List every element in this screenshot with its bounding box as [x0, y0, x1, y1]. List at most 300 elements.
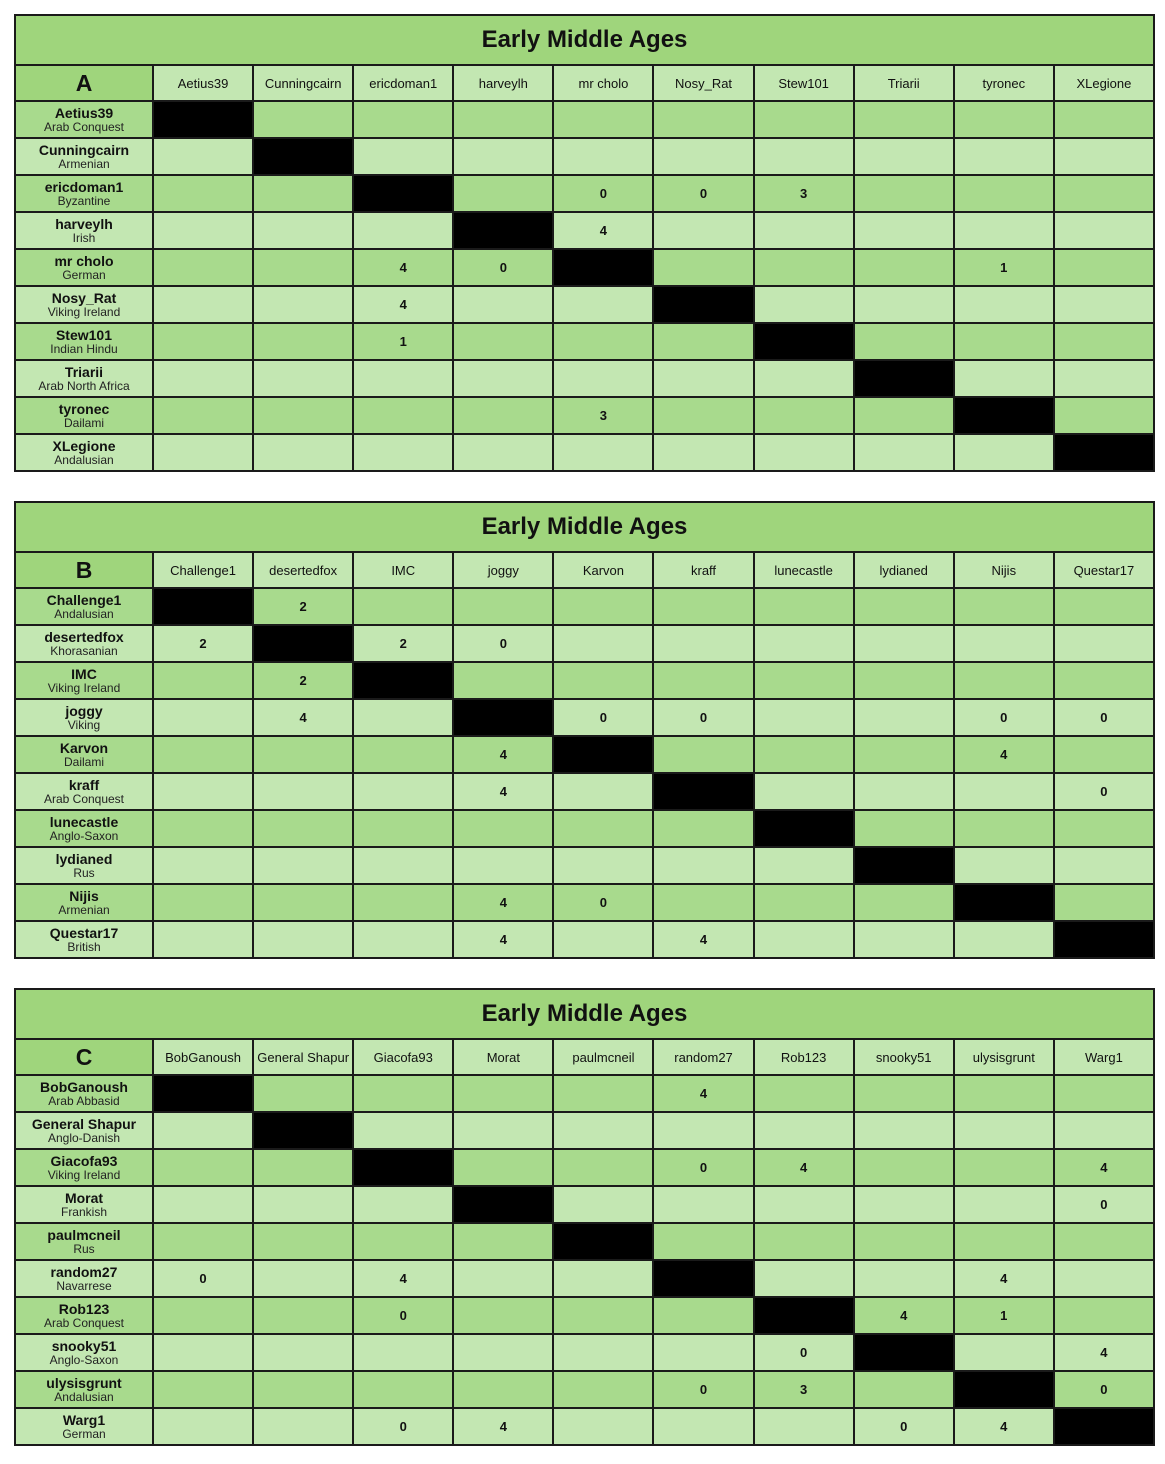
- score-cell: [1054, 212, 1154, 249]
- diagonal-blank-cell: [1054, 434, 1154, 471]
- score-cell: [153, 699, 253, 736]
- score-cell: [653, 1297, 753, 1334]
- column-header-player: IMC: [353, 552, 453, 588]
- table-row: [15, 1260, 1154, 1297]
- column-header-player: random27: [653, 1039, 753, 1075]
- player-name: random27: [50, 1263, 118, 1280]
- score-cell: [854, 810, 954, 847]
- player-civilization: Dailami: [63, 754, 104, 769]
- score-cell: 4: [253, 699, 353, 736]
- row-header-player: [15, 323, 153, 360]
- column-header-player: kraff: [653, 552, 753, 588]
- score-cell: [854, 773, 954, 810]
- score-cell: [353, 1334, 453, 1371]
- player-civilization: Navarrese: [56, 1278, 112, 1293]
- player-civilization: Irish: [72, 230, 96, 245]
- score-cell: [1054, 810, 1154, 847]
- score-cell: [353, 1186, 453, 1223]
- score-cell: [954, 1223, 1054, 1260]
- score-cell: [153, 212, 253, 249]
- diagonal-blank-cell: [153, 101, 253, 138]
- score-cell: [153, 1408, 253, 1445]
- score-cell: [553, 360, 653, 397]
- diagonal-blank-cell: [653, 773, 753, 810]
- player-civilization: Andalusian: [54, 452, 114, 467]
- score-cell: [353, 1223, 453, 1260]
- player-name: mr cholo: [54, 252, 114, 269]
- score-cell: [854, 212, 954, 249]
- score-cell: 3: [553, 397, 653, 434]
- score-cell: [754, 138, 854, 175]
- score-cell: 0: [653, 1371, 753, 1408]
- score-cell: [353, 101, 453, 138]
- score-cell: [453, 286, 553, 323]
- score-cell: [653, 434, 753, 471]
- player-name: XLegione: [52, 437, 116, 454]
- diagonal-blank-cell: [253, 138, 353, 175]
- score-cell: [153, 175, 253, 212]
- table-row: [15, 1371, 1154, 1408]
- table-title: Early Middle Ages: [15, 15, 1154, 65]
- player-civilization: Rus: [73, 1241, 95, 1256]
- score-cell: [1054, 662, 1154, 699]
- score-cell: 0: [453, 625, 553, 662]
- score-cell: [754, 1186, 854, 1223]
- diagonal-blank-cell: [453, 1186, 553, 1223]
- score-cell: [1054, 286, 1154, 323]
- player-civilization: Armenian: [58, 902, 110, 917]
- score-cell: [253, 360, 353, 397]
- score-cell: [954, 1149, 1054, 1186]
- score-cell: [653, 1186, 753, 1223]
- score-cell: [954, 847, 1054, 884]
- score-cell: [153, 397, 253, 434]
- player-name: Questar17: [49, 924, 119, 941]
- score-cell: [1054, 1075, 1154, 1112]
- score-cell: [754, 101, 854, 138]
- player-name: ulysisgrunt: [46, 1374, 122, 1391]
- score-cell: [1054, 1112, 1154, 1149]
- score-cell: [954, 360, 1054, 397]
- score-cell: [954, 1075, 1054, 1112]
- score-cell: 0: [1054, 699, 1154, 736]
- score-cell: [153, 323, 253, 360]
- column-header-player: Nosy_Rat: [653, 65, 753, 101]
- diagonal-blank-cell: [954, 1371, 1054, 1408]
- table-row: [15, 101, 1154, 138]
- column-header-player: Nijis: [954, 552, 1054, 588]
- player-civilization: Andalusian: [54, 606, 114, 621]
- diagonal-blank-cell: [353, 175, 453, 212]
- score-cell: [553, 921, 653, 958]
- score-cell: [453, 1223, 553, 1260]
- score-cell: [553, 138, 653, 175]
- score-cell: [353, 138, 453, 175]
- column-header-player: harveylh: [453, 65, 553, 101]
- score-cell: [253, 1260, 353, 1297]
- player-civilization: German: [62, 267, 106, 282]
- score-cell: 2: [353, 625, 453, 662]
- score-cell: [553, 434, 653, 471]
- player-civilization: Byzantine: [57, 193, 111, 208]
- column-header-player: ericdoman1: [353, 65, 453, 101]
- row-header-player: [15, 360, 153, 397]
- player-civilization: British: [67, 939, 101, 954]
- score-cell: [453, 175, 553, 212]
- row-header-player: [15, 699, 153, 736]
- player-civilization: Viking Ireland: [47, 304, 121, 319]
- table-row: [15, 625, 1154, 662]
- table-row: [15, 588, 1154, 625]
- row-header-player: [15, 1408, 153, 1445]
- group-c-table-block: [14, 988, 1153, 1446]
- column-header-player: BobGanoush: [153, 1039, 253, 1075]
- score-cell: [954, 212, 1054, 249]
- score-cell: [754, 1112, 854, 1149]
- player-name: BobGanoush: [40, 1078, 128, 1095]
- score-cell: [854, 625, 954, 662]
- score-cell: [754, 773, 854, 810]
- score-cell: [854, 662, 954, 699]
- score-cell: [653, 138, 753, 175]
- score-cell: [553, 1334, 653, 1371]
- row-header-player: [15, 101, 153, 138]
- group-label: B: [15, 552, 153, 588]
- score-cell: [954, 662, 1054, 699]
- score-cell: [653, 1112, 753, 1149]
- score-cell: [854, 323, 954, 360]
- player-name: Giacofa93: [50, 1152, 118, 1169]
- score-cell: [653, 323, 753, 360]
- row-header-player: [15, 588, 153, 625]
- score-cell: 2: [253, 588, 353, 625]
- score-cell: 0: [553, 699, 653, 736]
- table-row: [15, 138, 1154, 175]
- player-name: tyronec: [58, 400, 110, 417]
- title-row: [15, 15, 1154, 65]
- score-cell: 2: [253, 662, 353, 699]
- player-name: Aetius39: [54, 104, 114, 121]
- score-cell: [854, 921, 954, 958]
- row-header-player: [15, 1334, 153, 1371]
- score-cell: 4: [453, 921, 553, 958]
- score-cell: [653, 360, 753, 397]
- score-cell: [453, 1260, 553, 1297]
- score-cell: [253, 1223, 353, 1260]
- score-cell: [153, 286, 253, 323]
- diagonal-blank-cell: [353, 662, 453, 699]
- column-header-player: paulmcneil: [553, 1039, 653, 1075]
- diagonal-blank-cell: [553, 249, 653, 286]
- row-header-player: [15, 286, 153, 323]
- title-row: [15, 989, 1154, 1039]
- score-cell: [1054, 101, 1154, 138]
- score-cell: [353, 810, 453, 847]
- score-cell: [854, 286, 954, 323]
- score-cell: [754, 1408, 854, 1445]
- row-header-player: [15, 736, 153, 773]
- player-civilization: Frankish: [60, 1204, 107, 1219]
- table-row: [15, 212, 1154, 249]
- player-name: Challenge1: [46, 591, 122, 608]
- score-cell: [854, 1371, 954, 1408]
- score-cell: [153, 773, 253, 810]
- score-cell: [253, 1186, 353, 1223]
- diagonal-blank-cell: [754, 1297, 854, 1334]
- score-cell: [153, 884, 253, 921]
- table-row: [15, 360, 1154, 397]
- score-cell: [1054, 323, 1154, 360]
- diagonal-blank-cell: [1054, 1408, 1154, 1445]
- score-cell: [253, 323, 353, 360]
- score-cell: 0: [854, 1408, 954, 1445]
- score-cell: [1054, 884, 1154, 921]
- title-row: [15, 502, 1154, 552]
- score-cell: [1054, 625, 1154, 662]
- score-cell: [453, 1149, 553, 1186]
- score-cell: [754, 884, 854, 921]
- player-civilization: Khorasanian: [50, 643, 118, 658]
- player-civilization: Viking Ireland: [47, 1167, 121, 1182]
- score-cell: 0: [653, 699, 753, 736]
- crosstable: [14, 14, 1155, 472]
- row-header-player: [15, 1297, 153, 1334]
- score-cell: [754, 736, 854, 773]
- table-row: [15, 884, 1154, 921]
- table-row: [15, 1075, 1154, 1112]
- player-name: Morat: [64, 1189, 104, 1206]
- column-header-player: General Shapur: [253, 1039, 353, 1075]
- table-row: [15, 1334, 1154, 1371]
- row-header-player: [15, 175, 153, 212]
- score-cell: [754, 1075, 854, 1112]
- score-cell: [453, 1112, 553, 1149]
- score-cell: [653, 588, 753, 625]
- score-cell: [754, 921, 854, 958]
- table-row: [15, 699, 1154, 736]
- score-cell: 0: [1054, 1186, 1154, 1223]
- score-cell: [854, 249, 954, 286]
- score-cell: [954, 1186, 1054, 1223]
- player-name: Nosy_Rat: [51, 289, 117, 306]
- score-cell: [1054, 138, 1154, 175]
- player-civilization: Anglo-Saxon: [49, 828, 119, 843]
- score-cell: [653, 625, 753, 662]
- score-cell: [253, 434, 353, 471]
- score-cell: [553, 773, 653, 810]
- table-row: [15, 921, 1154, 958]
- score-cell: [253, 847, 353, 884]
- score-cell: [453, 323, 553, 360]
- score-cell: [954, 625, 1054, 662]
- score-cell: [854, 1223, 954, 1260]
- table-title: Early Middle Ages: [15, 989, 1154, 1039]
- score-cell: [754, 212, 854, 249]
- score-cell: [453, 434, 553, 471]
- score-cell: [754, 847, 854, 884]
- score-cell: [453, 1297, 553, 1334]
- score-cell: 0: [353, 1408, 453, 1445]
- group-label: C: [15, 1039, 153, 1075]
- player-name: Triarii: [64, 363, 104, 380]
- column-header-player: Karvon: [553, 552, 653, 588]
- score-cell: [954, 1112, 1054, 1149]
- player-name: lunecastle: [49, 813, 119, 830]
- score-cell: [353, 434, 453, 471]
- score-cell: [353, 1112, 453, 1149]
- diagonal-blank-cell: [754, 323, 854, 360]
- score-cell: 3: [754, 1371, 854, 1408]
- table-row: [15, 397, 1154, 434]
- score-cell: [253, 397, 353, 434]
- score-cell: [353, 921, 453, 958]
- score-cell: [954, 810, 1054, 847]
- score-cell: [553, 1112, 653, 1149]
- diagonal-blank-cell: [854, 847, 954, 884]
- player-name: Warg1: [62, 1411, 106, 1428]
- score-cell: [854, 1075, 954, 1112]
- score-cell: [153, 1112, 253, 1149]
- score-cell: [553, 1297, 653, 1334]
- column-header-player: Morat: [453, 1039, 553, 1075]
- table-row: [15, 1186, 1154, 1223]
- score-cell: [153, 1223, 253, 1260]
- player-name: Rob123: [58, 1300, 110, 1317]
- diagonal-blank-cell: [954, 884, 1054, 921]
- diagonal-blank-cell: [754, 810, 854, 847]
- score-cell: [253, 212, 353, 249]
- score-cell: [153, 1297, 253, 1334]
- row-header-player: [15, 847, 153, 884]
- score-cell: [854, 434, 954, 471]
- score-cell: [854, 699, 954, 736]
- score-cell: [854, 1260, 954, 1297]
- score-cell: 2: [153, 625, 253, 662]
- score-cell: 0: [153, 1260, 253, 1297]
- score-cell: [453, 101, 553, 138]
- row-header-player: [15, 434, 153, 471]
- score-cell: [653, 847, 753, 884]
- score-cell: 0: [553, 884, 653, 921]
- score-cell: 4: [353, 249, 453, 286]
- score-cell: 0: [353, 1297, 453, 1334]
- player-name: General Shapur: [31, 1115, 137, 1132]
- score-cell: [153, 921, 253, 958]
- score-cell: [954, 921, 1054, 958]
- score-cell: 4: [453, 884, 553, 921]
- row-header-player: [15, 662, 153, 699]
- score-cell: [553, 1260, 653, 1297]
- player-name: lydianed: [55, 850, 113, 867]
- score-cell: [954, 175, 1054, 212]
- player-civilization: German: [62, 1426, 106, 1441]
- score-cell: [854, 1112, 954, 1149]
- score-cell: [253, 1371, 353, 1408]
- score-cell: [653, 1408, 753, 1445]
- score-cell: [453, 397, 553, 434]
- score-cell: 1: [954, 249, 1054, 286]
- player-civilization: Arab Conquest: [43, 1315, 125, 1330]
- score-cell: [1054, 249, 1154, 286]
- score-cell: 4: [954, 1260, 1054, 1297]
- player-civilization: Indian Hindu: [50, 341, 118, 356]
- column-header-player: Stew101: [754, 65, 854, 101]
- row-header-player: [15, 1075, 153, 1112]
- score-cell: [653, 397, 753, 434]
- player-civilization: Arab North Africa: [38, 378, 130, 393]
- score-cell: [653, 1334, 753, 1371]
- score-cell: [353, 884, 453, 921]
- row-header-player: [15, 1223, 153, 1260]
- score-cell: [1054, 847, 1154, 884]
- diagonal-blank-cell: [553, 736, 653, 773]
- column-header-player: Triarii: [854, 65, 954, 101]
- column-header-player: Aetius39: [153, 65, 253, 101]
- player-civilization: Armenian: [58, 156, 110, 171]
- column-header-player: Cunningcairn: [253, 65, 353, 101]
- score-cell: [253, 1075, 353, 1112]
- group-b-table-block: [14, 501, 1153, 959]
- crosstable: [14, 988, 1155, 1446]
- column-header-player: mr cholo: [553, 65, 653, 101]
- score-cell: [253, 1408, 353, 1445]
- player-name: joggy: [65, 702, 103, 719]
- score-cell: [353, 699, 453, 736]
- score-cell: [754, 397, 854, 434]
- score-cell: [253, 249, 353, 286]
- score-cell: 4: [754, 1149, 854, 1186]
- player-name: paulmcneil: [47, 1226, 121, 1243]
- score-cell: [754, 588, 854, 625]
- diagonal-blank-cell: [954, 397, 1054, 434]
- score-cell: [854, 1186, 954, 1223]
- table-row: [15, 323, 1154, 360]
- table-row: [15, 286, 1154, 323]
- score-cell: [954, 138, 1054, 175]
- column-header-row: [15, 1039, 1154, 1075]
- column-header-player: XLegione: [1054, 65, 1154, 101]
- score-cell: [854, 736, 954, 773]
- score-cell: 4: [653, 1075, 753, 1112]
- score-cell: [553, 1371, 653, 1408]
- table-row: [15, 662, 1154, 699]
- diagonal-blank-cell: [653, 1260, 753, 1297]
- score-cell: [253, 1297, 353, 1334]
- score-cell: [153, 847, 253, 884]
- score-cell: [153, 360, 253, 397]
- score-cell: [453, 662, 553, 699]
- diagonal-blank-cell: [653, 286, 753, 323]
- player-civilization: Viking Ireland: [47, 680, 121, 695]
- score-cell: [653, 884, 753, 921]
- player-civilization: Arab Conquest: [43, 119, 125, 134]
- row-header-player: [15, 1186, 153, 1223]
- score-cell: 1: [954, 1297, 1054, 1334]
- score-cell: 4: [453, 736, 553, 773]
- player-name: Cunningcairn: [38, 141, 130, 158]
- score-cell: [453, 138, 553, 175]
- score-cell: [954, 1334, 1054, 1371]
- score-cell: [553, 662, 653, 699]
- score-cell: 0: [954, 699, 1054, 736]
- diagonal-blank-cell: [153, 588, 253, 625]
- score-cell: [754, 434, 854, 471]
- score-cell: [253, 286, 353, 323]
- score-cell: [653, 101, 753, 138]
- row-header-player: [15, 397, 153, 434]
- row-header-player: [15, 921, 153, 958]
- score-cell: [453, 1334, 553, 1371]
